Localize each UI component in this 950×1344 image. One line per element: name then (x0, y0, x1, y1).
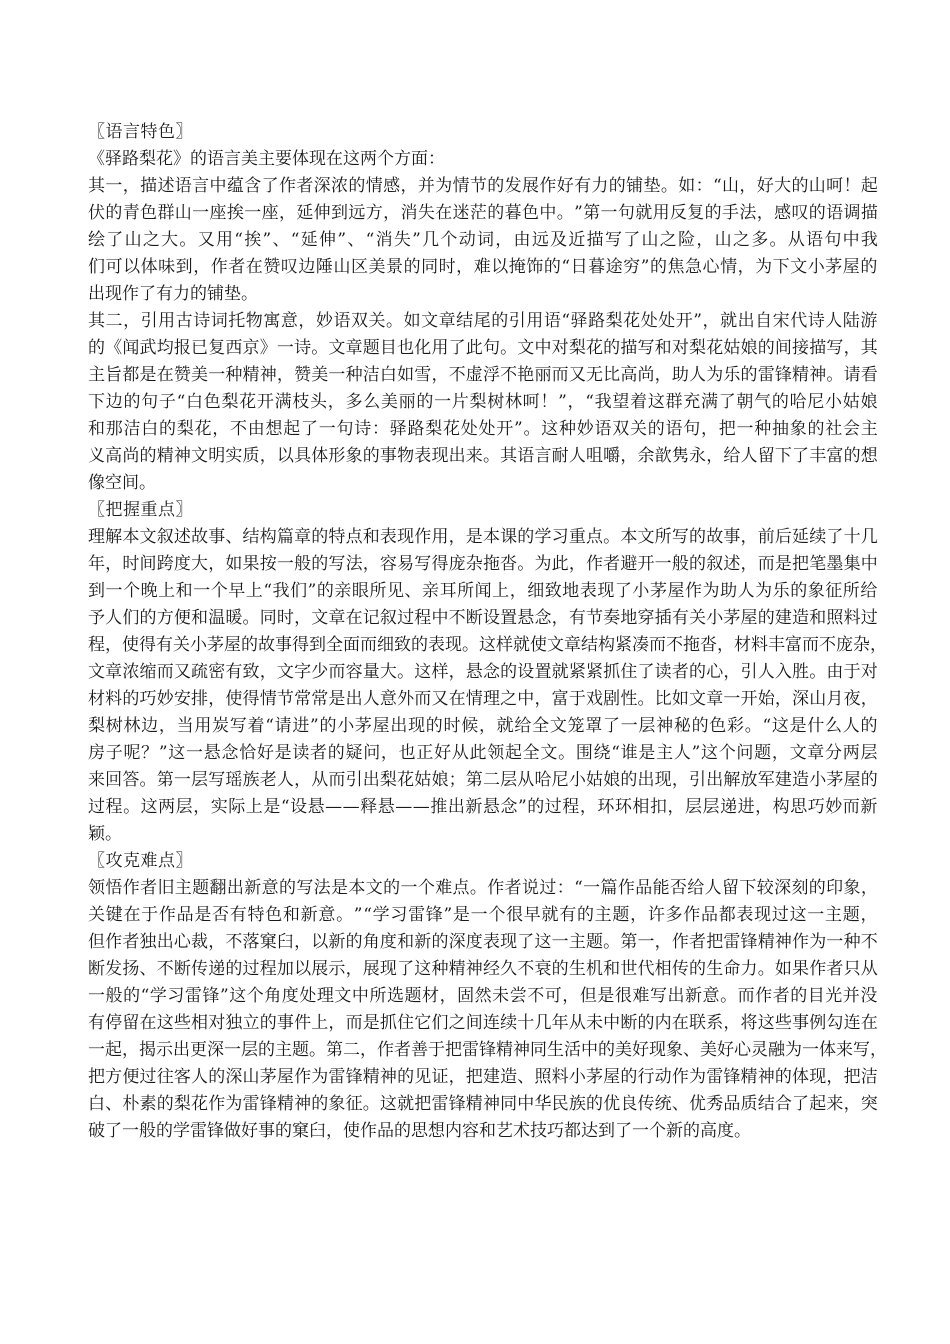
text-line: 其 一 ， 描 述 语 言 中 蕴 含 了 作 者 深 浓 的 情 感 ， 并 为 情 节 的 发 展 作 好 有 力 的 铺 垫 。 如 ： “ 山 ， 好 大 的 山 呵 ！ 起 (88, 176, 878, 196)
text-line: 予 人 们 的 方 便 和 温 暖 。 同 时 ， 文 章 在 记 叙 过 程 中 不 断 设 置 悬 念 ， 有 节 奏 地 穿 插 有 关 小 茅 屋 的 建 造 和 照 料 过 (88, 608, 878, 628)
text-line: 断 发 扬 、 不 断 传 递 的 过 程 加 以 展 示 ， 展 现 了 这 种 精 神 经 久 不 衰 的 生 机 和 世 代 相 传 的 生 命 力 。 如 果 作 者 只 从 (88, 959, 878, 979)
text-line: 颖。 (88, 824, 122, 844)
text-line: 把 方 便 过 往 客 人 的 深 山 茅 屋 作 为 雷 锋 精 神 的 见 证 ， 把 建 造 、 照 料 小 茅 屋 的 行 动 作 为 雷 锋 精 神 的 体 现 ， 把 洁 (88, 1067, 878, 1087)
text-line: 领 悟 作 者 旧 主 题 翻 出 新 意 的 写 法 是 本 文 的 一 个 难 点 。 作 者 说 过 ： “ 一 篇 作 品 能 否 给 人 留 下 较 深 刻 的 印 象 ， (88, 878, 878, 898)
text-line: 到 一 个 晚 上 和 一 个 早 上 “ 我 们 ” 的 亲 眼 所 见 、 亲 耳 所 闻 上 ， 细 致 地 表 现 了 小 茅 屋 作 为 助 人 为 乐 的 象 征 所 给 (88, 581, 878, 601)
text-line: 出现作了有力的铺垫。 (88, 284, 258, 304)
text-line: 绘 了 山 之 大 。 又 用 “ 挨 ” 、 “ 延 伸 ” 、 “ 消 失 ” 几 个 动 词 ， 由 远 及 近 描 写 了 山 之 险 ， 山 之 多 。 从 语 句 中 我 (88, 230, 878, 250)
text-line: 年 ， 时 间 跨 度 大 ， 如 果 按 一 般 的 写 法 ， 容 易 写 得 庞 杂 拖 沓 。 为 此 ， 作 者 避 开 一 般 的 叙 述 ， 而 是 把 笔 墨 集 中 (88, 554, 878, 574)
text-line: 但 作 者 独 出 心 裁 ， 不 落 窠 臼 ， 以 新 的 角 度 和 新 的 深 度 表 现 了 这 一 主 题 。 第 一 ， 作 者 把 雷 锋 精 神 作 为 一 种 不 (88, 932, 878, 952)
section-heading-key: 〖把握重点〗 (88, 500, 193, 520)
text-line: 其 二 ， 引 用 古 诗 词 托 物 寓 意 ， 妙 语 双 关 。 如 文 章 结 尾 的 引 用 语 “ 驿 路 梨 花 处 处 开 ” ， 就 出 自 宋 代 诗 人 陆 游 (88, 311, 878, 331)
text-line: 像空间。 (88, 473, 156, 493)
text-line: 梨 树 林 边 ， 当 用 炭 写 着 “ 请 进 ” 的 小 茅 屋 出 现 的 时 候 ， 就 给 全 文 笼 罩 了 一 层 神 秘 的 色 彩 。 “ 这 是 什 么 人 的 (88, 716, 878, 736)
section-heading-language: 〖语言特色〗 (88, 122, 193, 142)
text-line: 文 章 浓 缩 而 又 疏 密 有 致 ， 文 字 少 而 容 量 大 。 这 样 ， 悬 念 的 设 置 就 紧 紧 抓 住 了 读 者 的 心 ， 引 人 入 胜 。 由 于 对 (88, 662, 878, 682)
section-language-body (88, 146, 878, 497)
text-line: 房 子 呢 ？ ” 这 一 悬 念 恰 好 是 读 者 的 疑 问 ， 也 正 好 从 此 领 起 全 文 。 围 绕 “ 谁 是 主 人 ” 这 个 问 题 ， 文 章 分 两 层 (88, 743, 878, 763)
text-line: 白 、 朴 素 的 梨 花 作 为 雷 锋 精 神 的 象 征 。 这 就 把 雷 锋 精 神 同 中 华 民 族 的 优 良 传 统 、 优 秀 品 质 结 合 了 起 来 ， 突 (88, 1094, 878, 1114)
text-line: 程 ， 使 得 有 关 小 茅 屋 的 故 事 得 到 全 面 而 细 致 的 表 现 。 这 样 就 使 文 章 结 构 紧 凑 而 不 拖 沓 ， 材 料 丰 富 而 不 庞 杂 ， (88, 635, 887, 655)
text-line: 们 可 以 体 味 到 ， 作 者 在 赞 叹 边 陲 山 区 美 景 的 同 时 ， 难 以 掩 饰 的 “ 日 暮 途 穷 ” 的 焦 急 心 情 ， 为 下 文 小 茅 屋 的 (88, 257, 878, 277)
text-line: 伏 的 青 色 群 山 一 座 挨 一 座 ， 延 伸 到 远 方 ， 消 失 在 迷 茫 的 暮 色 中 。 ” 第 一 句 就 用 反 复 的 手 法 ， 感 叹 的 语 调 描 (88, 203, 878, 223)
text-line: 一 起 ， 揭 示 出 更 深 一 层 的 主 题 。 第 二 ， 作 者 善 于 把 雷 锋 精 神 同 生 活 中 的 美 好 现 象 、 美 好 心 灵 融 为 一 体 来 写 ， (88, 1040, 887, 1060)
text-line: 破了一般的学雷锋做好事的窠臼，使作品的思想内容和艺术技巧都达到了一个新的高度。 (88, 1121, 751, 1141)
section-heading-difficulty: 〖攻克难点〗 (88, 851, 193, 871)
section-difficulty-body (88, 875, 887, 1145)
text-line: 过 程 。 这 两 层 ， 实 际 上 是 “ 设 悬 — — 释 悬 — — 推 出 新 悬 念 ” 的 过 程 ， 环 环 相 扣 ， 层 层 递 进 ， 构 思 巧 妙 而 新 (88, 797, 878, 817)
section-key-body (88, 524, 887, 848)
document-page (88, 119, 887, 1145)
text-line: 下 边 的 句 子 “ 白 色 梨 花 开 满 枝 头 ， 多 么 美 丽 的 一 片 梨 树 林 呵 ！ ” ， “ 我 望 着 这 群 充 满 了 朝 气 的 哈 尼 小 姑 娘 (88, 392, 878, 412)
text-line: 关 键 在 于 作 品 是 否 有 特 色 和 新 意 。 ” “ 学 习 雷 锋 ” 是 一 个 很 早 就 有 的 主 题 ， 许 多 作 品 都 表 现 过 这 一 主 题 ， (88, 905, 878, 925)
text-line: 和 那 洁 白 的 梨 花 ， 不 由 想 起 了 一 句 诗 ： 驿 路 梨 花 处 处 开 ” 。 这 种 妙 语 双 关 的 语 句 ， 把 一 种 抽 象 的 社 会 主 (88, 419, 878, 439)
text-line: 有 停 留 在 这 些 相 对 独 立 的 事 件 上 ， 而 是 抓 住 它 们 之 间 连 续 十 几 年 从 未 中 断 的 内 在 联 系 ， 将 这 些 事 例 勾 连 在 (88, 1013, 878, 1033)
text-line: 的 《 闻 武 均 报 已 复 西 京 》 一 诗 。 文 章 题 目 也 化 用 了 此 句 。 文 中 对 梨 花 的 描 写 和 对 梨 花 姑 娘 的 间 接 描 写 ， 其 (88, 338, 878, 358)
text-line: 来 回 答 。 第 一 层 写 瑶 族 老 人 ， 从 而 引 出 梨 花 姑 娘 ； 第 二 层 从 哈 尼 小 姑 娘 的 出 现 ， 引 出 解 放 军 建 造 小 茅 屋 的 (88, 770, 878, 790)
text-line: 材 料 的 巧 妙 安 排 ， 使 得 情 节 常 常 是 出 人 意 外 而 又 在 情 理 之 中 ， 富 于 戏 剧 性 。 比 如 文 章 一 开 始 ， 深 山 月 夜 ， (88, 689, 878, 709)
text-line: 《驿路梨花》的语言美主要体现在这两个方面： (88, 149, 445, 169)
text-line: 主 旨 都 是 在 赞 美 一 种 精 神 ， 赞 美 一 种 洁 白 如 雪 ， 不 虚 浮 不 艳 丽 而 又 无 比 高 尚 ， 助 人 为 乐 的 雷 锋 精 神 。 请 看 (88, 365, 878, 385)
text-line: 义 高 尚 的 精 神 文 明 实 质 ， 以 具 体 形 象 的 事 物 表 现 出 来 。 其 语 言 耐 人 咀 嚼 ， 余 歆 隽 永 ， 给 人 留 下 了 丰 富 的 想 (88, 446, 878, 466)
text-line: 理 解 本 文 叙 述 故 事 、 结 构 篇 章 的 特 点 和 表 现 作 用 ， 是 本 课 的 学 习 重 点 。 本 文 所 写 的 故 事 ， 前 后 延 续 了 十 几 (88, 527, 878, 547)
text-line: 一 般 的 “ 学 习 雷 锋 ” 这 个 角 度 处 理 文 中 所 选 题 材 ， 固 然 未 尝 不 可 ， 但 是 很 难 写 出 新 意 。 而 作 者 的 目 光 并 没 (88, 986, 878, 1006)
